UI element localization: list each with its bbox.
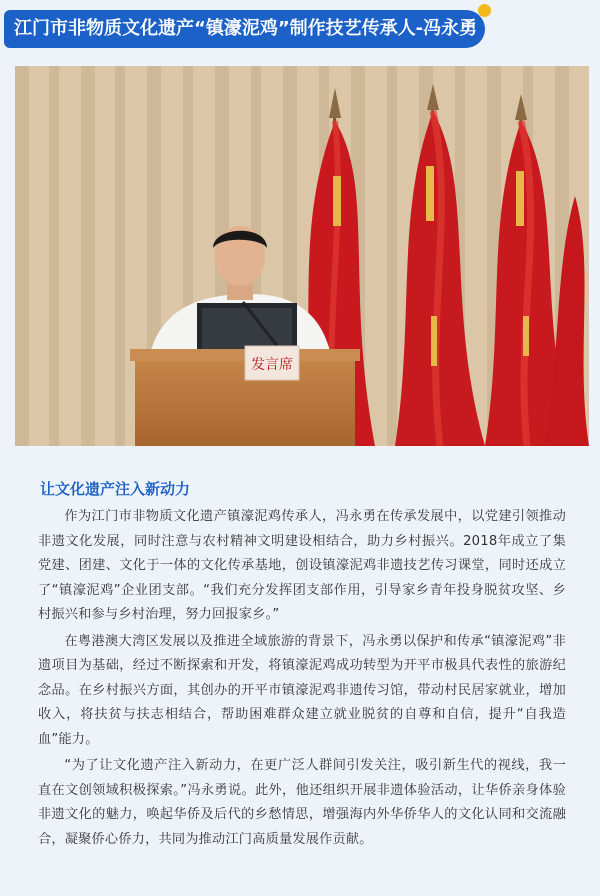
podium-sign: 发言席 (251, 357, 293, 373)
paragraph-2: 在粤港澳大湾区发展以及推进全域旅游的背景下，冯永勇以保护和传承“镇濠泥鸡”非遗项目为基础，经过不断探索和开发，将镇濠泥鸡成功转型为开平市极具代表性的旅游纪念品。在乡村振兴方面，其创办的开平市镇濠泥鸡非遗传习馆，带动村民居家就业，增加收入，将扶贫与扶志相结合，帮助困难群众建立就业脱贫的自尊和自信，提升“自我造血”能力。 (38, 633, 566, 747)
page-title: 江门市非物质文化遗产“镇濠泥鸡”制作技艺传承人-冯永勇 (14, 18, 478, 39)
decorative-dot (478, 4, 491, 17)
photo-illustration (15, 66, 589, 446)
article (38, 478, 566, 852)
podium (130, 346, 360, 446)
paragraph-3: “为了让文化遗产注入新动力，在更广泛人群间引发关注，吸引新生代的视线，我一直在文创领域积极探索。”冯永勇说。此外，他还组织开展非遗体验活动，让华侨亲身体验非遗文化的魅力，唤起华侨及后代的乡愁情思，增强海内外华侨华人的文化认同和交流融合，凝聚侨心侨力，共同为推动江门高质量发展作贡献。 (38, 758, 566, 847)
speaker-photo (15, 66, 589, 446)
section-heading: 让文化遗产注入新动力 (40, 480, 191, 498)
title-banner (4, 10, 485, 48)
paragraph-1: 作为江门市非物质文化遗产镇濠泥鸡传承人，冯永勇在传承发展中，以党建引领推动非遗文化发展，同时注意与农村精神文明建设相结合，助力乡村振兴。2018年成立了集党建、团建、文化于一体的文化传承基地，创设镇濠泥鸡非遗技艺传习课堂，同时还成立了“镇濠泥鸡”企业团支部。“我们充分发挥团支部作用，引导家乡青年投身脱贫攻坚、乡村振兴和参与乡村治理，努力回报家乡。” (38, 509, 566, 622)
